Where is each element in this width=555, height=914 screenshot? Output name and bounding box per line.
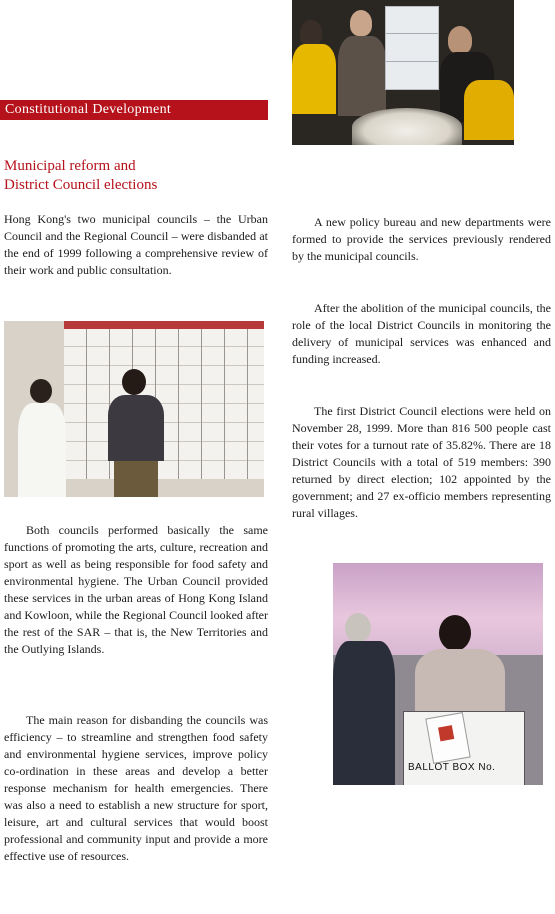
paragraph-functions: Both councils performed basically the same functions of promoting the arts, culture, recreation and sport as well as being responsible for food safety and environmental hygiene. The Urban Council provided these services in the urban areas of Hong Kong Island and Kowloon, while the Regional Council looked after the rest of the SAR – that is, the New Territories and the Outlying Islands. bbox=[4, 523, 268, 656]
heading-line-2: District Council elections bbox=[4, 177, 158, 193]
section-label: Constitutional Development bbox=[0, 100, 268, 120]
heading-line-1: Municipal reform and bbox=[4, 158, 136, 174]
paragraph-intro: Hong Kong's two municipal councils – the Urban Council and the Regional Council – were disbanded at the end of 1999 following a comprehensive review of their work and public consultation. bbox=[4, 212, 268, 277]
vote-counting-photo bbox=[292, 0, 514, 145]
paragraph-elections: The first District Council elections were held on November 28, 1999. More than 816 500 people cast their votes for a turnout rate of 35.82%. There are 18 District Councils with a total of 519 members: 390 returned by direct election; 102 appointed by the government; and 27 ex-officio members representing rural villages. bbox=[292, 404, 551, 520]
ballot-box-label: BALLOT BOX No. bbox=[408, 762, 496, 773]
ballot-box bbox=[385, 6, 439, 90]
paragraph-new-bureau: A new policy bureau and new departments were formed to provide the services previously rendered by the municipal councils. bbox=[292, 215, 551, 263]
paragraph-reasons: The main reason for disbanding the councils was efficiency – to streamline and strengthen food safety and environmental hygiene services, improve policy co-ordination in these areas and develop a better response mechanism for health emergencies. There was also a need to establish a new structure for sport, leisure, art and cultural services that would boost professional and community input and provide a more effective use of resources. bbox=[4, 713, 268, 863]
ballot-paper bbox=[425, 712, 470, 764]
ballot-board-photo bbox=[4, 321, 264, 497]
paragraph-district-councils: After the abolition of the municipal councils, the role of the local District Councils in monitoring the delivery of municipal services was enhanced and funding increased. bbox=[292, 301, 551, 366]
article-heading bbox=[4, 157, 268, 195]
ballot-casting-photo bbox=[333, 563, 543, 785]
worker-figure bbox=[104, 369, 168, 497]
official-figure bbox=[18, 379, 66, 497]
ballot-paper-pile bbox=[352, 108, 462, 145]
